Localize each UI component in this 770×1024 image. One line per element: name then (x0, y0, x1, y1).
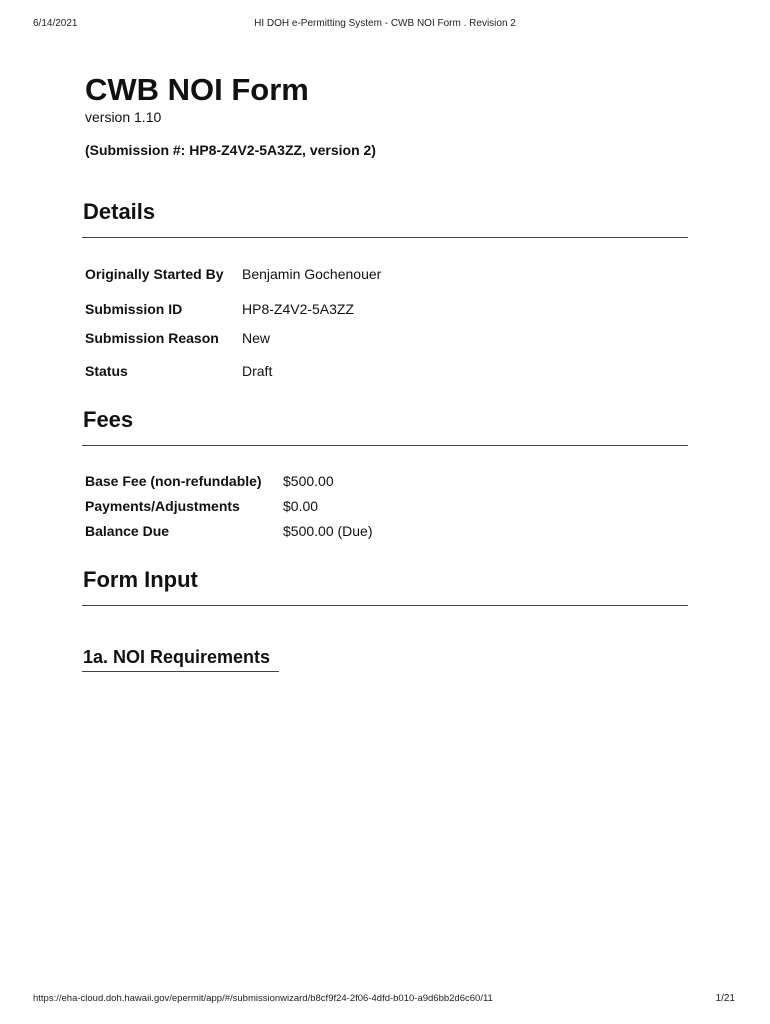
details-label-started-by: Originally Started By (85, 266, 224, 282)
fees-divider (82, 445, 688, 446)
details-divider (82, 237, 688, 238)
details-label-submission-id: Submission ID (85, 301, 183, 317)
print-date: 6/14/2021 (33, 18, 78, 29)
fees-value-payments: $0.00 (283, 498, 319, 514)
form-input-divider (82, 605, 688, 606)
form-title: CWB NOI Form (85, 72, 309, 107)
details-value-status: Draft (242, 363, 273, 379)
print-page-title: HI DOH e-Permitting System - CWB NOI Form . Revision 2 (254, 18, 516, 29)
fees-label-balance-due: Balance Due (85, 523, 170, 539)
noi-requirements-underline (82, 671, 279, 672)
fees-value-base-fee: $500.00 (283, 473, 334, 489)
print-page-number: 1/21 (715, 993, 735, 1004)
form-version: version 1.10 (85, 109, 162, 125)
print-url: https://eha-cloud.doh.hawaii.gov/epermit/app/#/submissionwizard/b8cf9f24-2f06-4dfd-b010-a9d6bb2d6c60/11 (33, 993, 493, 1004)
fees-value-balance-due: $500.00 (Due) (283, 523, 373, 539)
form-input-heading: Form Input (83, 567, 198, 592)
noi-requirements-heading: 1a. NOI Requirements (83, 647, 271, 667)
details-label-submission-reason: Submission Reason (85, 330, 219, 346)
details-value-submission-reason: New (242, 330, 271, 346)
details-value-submission-id: HP8-Z4V2-5A3ZZ (242, 301, 355, 317)
details-value-started-by: Benjamin Gochenouer (242, 266, 382, 282)
fees-label-payments: Payments/Adjustments (85, 498, 240, 514)
fees-label-base-fee: Base Fee (non-refundable) (85, 473, 262, 489)
details-heading: Details (83, 199, 156, 224)
details-label-status: Status (85, 363, 128, 379)
fees-heading: Fees (83, 407, 134, 432)
submission-info: (Submission #: HP8-Z4V2-5A3ZZ, version 2) (85, 142, 376, 158)
